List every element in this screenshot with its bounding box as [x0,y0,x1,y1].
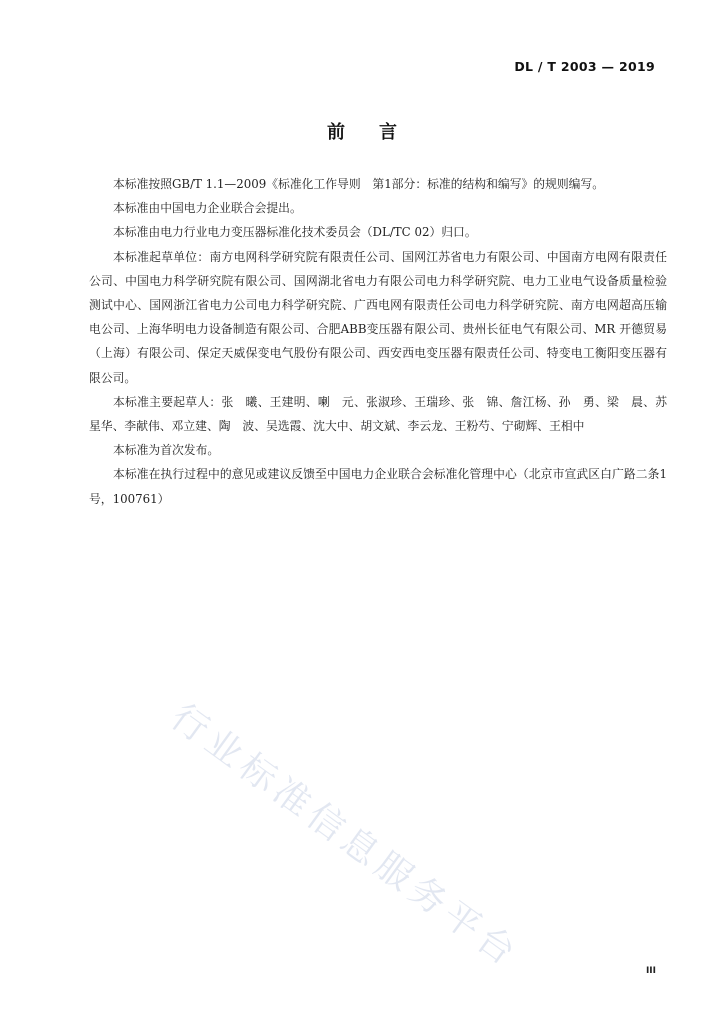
standard-code: DL / T 2003 — 2019 [514,59,655,74]
paragraph-drafting-rules: 本标准按照GB/T 1.1—2009《标准化工作导则 第1部分：标准的结构和编写》的规则编写。 [113,177,605,191]
paragraph-feedback: 本标准在执行过程中的意见或建议反馈至中国电力企业联合会标准化管理中心（北京市宣武区白广路二条1号，100761） [89,467,667,506]
page-number: III [645,966,656,976]
page-title: 前言 [327,122,431,143]
paragraph-proposer: 本标准由中国电力企业联合会提出。 [113,201,302,216]
paragraph-drafters: 本标准主要起草人：张 曦、王建明、喇 元、张淑珍、王瑞珍、张 锦、詹江杨、孙 勇、梁 晨、苏星华、李献伟、邓立建、陶 波、吴选霞、沈大中、胡文斌、李云龙、王粉芍、宁砌辉、王相中 [89,394,667,434]
paragraph-drafting-units: 本标准起草单位：南方电网科学研究院有限责任公司、国网江苏省电力有限公司、中国南方电网有限责任公司、中国电力科学研究院有限公司、国网湖北省电力有限公司电力科学研究院、电力工业电气设备质量检验测试中心、国网浙江省电力公司电力科学研究院、广西电网有限责任公司电力科学研究院、南方电网超高压输电公司、上海华明电力设备制造有限公司、合肥ABB变压器有限公司、贵州长征电气有限公司、MR 开德贸易（上海）有限公司、保定天威保变电气股份有限公司、西安西电变压器有限责任公司、特变电工衡阳变压器有限公司。 [89,249,667,385]
paragraph-first-release: 本标准为首次发布。 [113,443,220,458]
watermark: 行业标准信息服务平台 [163,696,528,977]
paragraph-committee: 本标准由电力行业电力变压器标准化技术委员会（DL/TC 02）归口。 [113,225,477,240]
foreword-body [89,172,667,511]
